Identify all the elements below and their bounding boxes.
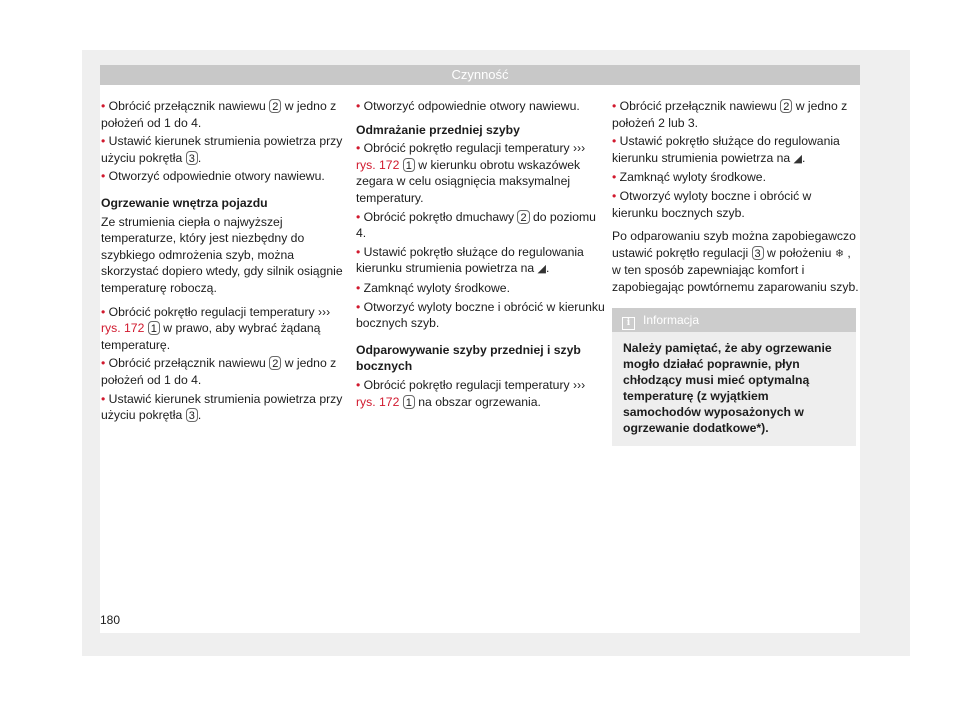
callout-number: 2: [780, 99, 792, 113]
bullet-icon: •: [101, 169, 106, 184]
subheading: Ogrzewanie wnętrza pojazdu: [101, 195, 268, 210]
instruction-item: • Obrócić pokrętło regulacji temperatury ››› rys. 172 1 w kierunku obrotu wskazówek zegara w celu osiągnięcia maksymalnej temperatury.: [356, 141, 586, 205]
column-1: [101, 98, 347, 431]
column-2: [356, 98, 606, 417]
figure-reference-link[interactable]: rys. 172: [101, 321, 145, 336]
bullet-icon: •: [612, 99, 617, 113]
bullet-icon: •: [356, 299, 361, 314]
paragraph: Po odparowaniu szyb można zapobiegawczo ustawić pokrętło regulacji 3 w położeniu ❄ , w ten sposób zapewniając komfort i zapobiegając powtórnemu zaparowaniu szyb.: [612, 229, 859, 294]
bullet-icon: •: [612, 170, 617, 185]
figure-reference-link[interactable]: rys. 172: [356, 157, 400, 172]
info-icon: i: [622, 317, 635, 330]
paragraph: Ze strumienia ciepła o najwyższej temperaturze, który jest niezbędny do szybkiego odmrożenia szyb, można skorzystać dopiero wtedy, gdy silnik osiągnie temperaturę roboczą.: [101, 214, 343, 295]
subheading: Odmrażanie przedniej szyby: [356, 122, 520, 137]
reference-arrow: ›››: [572, 141, 586, 156]
instruction-item: • Obrócić pokrętło dmuchawy 2 do poziomu 4.: [356, 209, 596, 241]
section-header: Czynność: [100, 65, 860, 85]
bullet-icon: •: [101, 304, 106, 319]
reference-arrow: ›››: [317, 304, 331, 319]
instruction-item: • Obrócić pokrętło regulacji temperatury ››› rys. 172 1 w prawo, aby wybrać żądaną temperaturę.: [101, 304, 331, 352]
instruction-item: • Obrócić przełącznik nawiewu 2 w jedno z położeń 2 lub 3.: [612, 99, 848, 130]
subheading: Odparowywanie szyby przedniej i szyb bocznych: [356, 342, 581, 374]
instruction-item: • Zamknąć wyloty środkowe.: [612, 170, 766, 185]
bullet-icon: •: [356, 244, 361, 259]
instruction-item: • Obrócić przełącznik nawiewu 2 w jedno z położeń od 1 do 4.: [101, 356, 337, 387]
bullet-icon: •: [101, 356, 106, 371]
instruction-item: • Otworzyć odpowiednie otwory nawiewu.: [356, 99, 580, 113]
bullet-icon: •: [101, 391, 106, 406]
callout-number: 3: [752, 246, 764, 260]
windshield-defrost-icon: ◢: [537, 263, 547, 276]
callout-number: 2: [269, 99, 281, 113]
instruction-item: • Otworzyć wyloty boczne i obrócić w kierunku bocznych szyb.: [356, 299, 605, 331]
callout-number: 2: [269, 356, 281, 370]
figure-reference-link[interactable]: rys. 172: [356, 394, 400, 409]
instruction-item: • Ustawić pokrętło służące do regulowania kierunku strumienia powietrza na ◢.: [356, 244, 584, 276]
callout-number: 1: [148, 321, 160, 335]
bullet-icon: •: [356, 209, 361, 224]
callout-number: 3: [186, 408, 198, 422]
bullet-icon: •: [356, 280, 361, 295]
callout-number: 1: [403, 158, 415, 172]
callout-number: 1: [403, 395, 415, 409]
bullet-icon: •: [101, 134, 106, 149]
info-box: [612, 308, 856, 446]
instruction-item: • Obrócić przełącznik nawiewu 2 w jedno z położeń od 1 do 4.: [101, 99, 337, 130]
instruction-item: • Otworzyć wyloty boczne i obrócić w kierunku bocznych szyb.: [612, 188, 812, 220]
info-box-text: Należy pamiętać, że aby ogrzewanie mogło działać poprawnie, płyn chłodzący musi mieć optymalną temperaturę (z wyjątkiem samochodów wyposażonych w ogrzewanie dodatkowe*).: [623, 340, 832, 435]
instruction-item: • Obrócić pokrętło regulacji temperatury ››› rys. 172 1 na obszar ogrzewania.: [356, 377, 586, 409]
bullet-icon: •: [356, 141, 361, 156]
callout-number: 2: [517, 210, 529, 224]
bullet-icon: •: [356, 99, 361, 113]
instruction-item: • Otworzyć odpowiednie otwory nawiewu.: [101, 169, 325, 184]
instruction-item: • Ustawić kierunek strumienia powietrza przy użyciu pokrętła 3 .: [101, 391, 343, 423]
reference-arrow: ›››: [572, 377, 586, 392]
manual-page: [100, 65, 860, 633]
instruction-item: • Ustawić pokrętło służące do regulowania kierunku strumienia powietrza na ◢.: [612, 134, 840, 165]
bullet-icon: •: [612, 188, 617, 203]
vent-windshield-icon: ❄: [834, 247, 845, 260]
column-3: [612, 98, 860, 446]
page-number: 180: [100, 613, 121, 627]
instruction-item: • Zamknąć wyloty środkowe.: [356, 280, 510, 295]
bullet-icon: •: [101, 99, 106, 113]
info-box-header: i Informacja: [612, 308, 856, 332]
callout-number: 3: [186, 151, 198, 165]
windshield-defrost-icon: ◢: [793, 152, 803, 165]
bullet-icon: •: [356, 377, 361, 392]
bullet-icon: •: [612, 134, 617, 149]
instruction-item: • Ustawić kierunek strumienia powietrza przy użyciu pokrętła 3 .: [101, 134, 343, 165]
